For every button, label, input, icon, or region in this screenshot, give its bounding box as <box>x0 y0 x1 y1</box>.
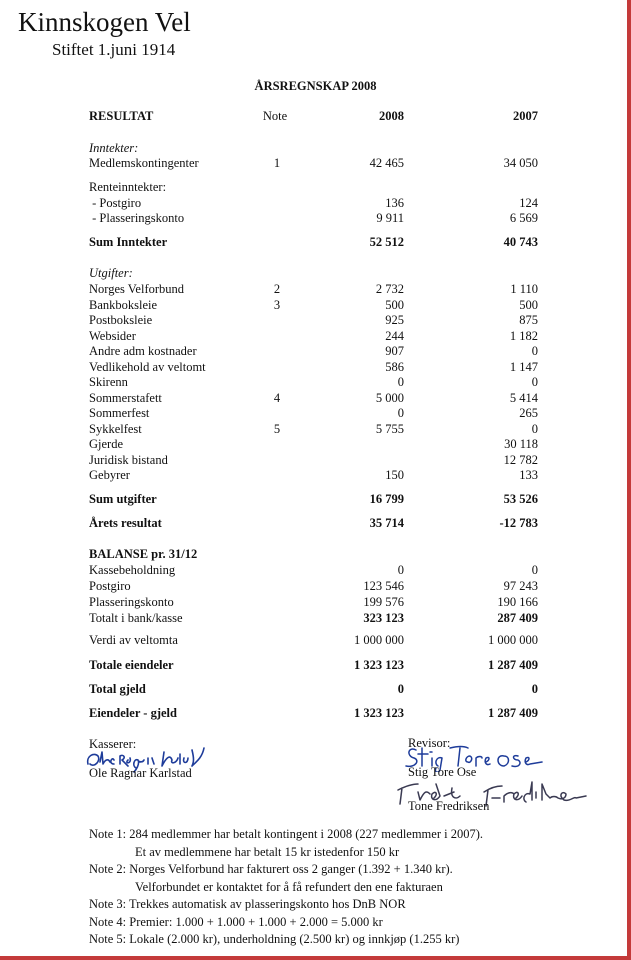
total-bank-row: Totalt i bank/kasse 323 123 287 409 <box>89 611 538 625</box>
note-4: Note 4: Premier: 1.000 + 1.000 + 1.000 + 2.000 = 5.000 kr <box>89 914 383 929</box>
annual-result-row: Årets resultat 35 714 -12 783 <box>89 516 538 530</box>
expense-row: Sommerfest 0 265 <box>89 406 538 420</box>
expense-row: Sommerstafett 4 5 000 5 414 <box>89 390 538 405</box>
balance-heading-row <box>0 546 631 562</box>
organization-name: Kinnskogen Vel <box>18 7 191 37</box>
expenses-sum-row: Sum utgifter 16 799 53 526 <box>89 492 538 506</box>
income-heading-row <box>0 140 631 156</box>
balance-row: Postgiro 123 546 97 243 <box>89 579 538 593</box>
note-2-continuation: Velforbundet er kontaktet for å få refundert den ene fakturaen <box>135 879 443 894</box>
expense-row: Juridisk bistand 12 782 <box>89 452 538 467</box>
year-2007-header: 2007 <box>513 109 538 123</box>
section-label: RESULTAT <box>89 109 154 123</box>
membership-row: Medlemskontingenter 1 42 465 34 050 <box>89 156 538 170</box>
note-1: Note 1: 284 medlemmer har betalt kontingent i 2008 (227 medlemmer i 2007). <box>89 827 484 841</box>
year-2008-header: 2008 <box>379 109 404 123</box>
auditor-role: Revisor: <box>408 736 451 750</box>
interest-heading-row: Renteinntekter: <box>89 180 167 194</box>
expense-row: Gebyrer 150 133 <box>89 468 538 482</box>
expense-row: Andre adm kostnader 907 0 <box>89 344 538 358</box>
expense-row: Postboksleie 925 875 <box>89 313 538 327</box>
auditor2-name: Tone Fredriksen <box>408 799 490 813</box>
note-3: Note 3: Trekkes automatisk av plasseringskonto hos DnB NOR <box>89 897 406 911</box>
interest-postgiro-row: - Postgiro 136 124 <box>89 196 538 210</box>
total-debt-row: Total gjeld 0 0 <box>89 682 538 696</box>
founded-date: Stiftet 1.juni 1914 <box>52 40 176 59</box>
treasurer-role: Kasserer: <box>89 737 137 751</box>
property-value-row: Verdi av veltomta 1 000 000 1 000 000 <box>89 633 538 647</box>
column-header-row <box>0 108 631 124</box>
income-sum-row: Sum Inntekter 52 512 40 743 <box>89 235 538 249</box>
expense-row: Gjerde 30 118 <box>89 437 538 451</box>
expenses-heading-row <box>0 265 631 281</box>
auditor1-name: Stig Tore Ose <box>408 765 477 779</box>
expense-row: Vedlikehold av veltomt 586 1 147 <box>89 359 538 374</box>
expense-row: Websider 244 1 182 <box>89 328 538 343</box>
treasurer-name: Ole Ragnar Karlstad <box>89 766 192 780</box>
balance-row: Kassebeholdning 0 0 <box>89 563 538 577</box>
expense-row: Norges Velforbund 2 2 732 1 110 <box>89 282 538 296</box>
note-2: Note 2: Norges Velforbund har fakturert oss 2 ganger (1.392 + 1.340 kr). <box>89 862 453 876</box>
note-1-continuation: Et av medlemmene har betalt 15 kr istedenfor 150 kr <box>135 844 400 859</box>
total-assets-row: Totale eiendeler 1 323 123 1 287 409 <box>89 658 538 672</box>
net-equity-row: Eiendeler - gjeld 1 323 123 1 287 409 <box>89 706 538 720</box>
note-5: Note 5: Lokale (2.000 kr), underholdning (2.500 kr) og innkjøp (1.255 kr) <box>89 932 460 946</box>
interest-placement-row: - Plasseringskonto 9 911 6 569 <box>89 211 538 225</box>
expenses-heading: Utgifter: <box>89 266 133 280</box>
note-column-header: Note <box>262 109 288 123</box>
expense-row: Sykkelfest 5 5 755 0 <box>89 421 538 436</box>
document-title: ÅRSREGNSKAP 2008 <box>254 79 377 93</box>
balance-row: Plasseringskonto 199 576 190 166 <box>89 595 538 609</box>
income-heading: Inntekter: <box>89 141 139 155</box>
expense-row: Skirenn 0 0 <box>89 375 538 389</box>
balance-heading: BALANSE pr. 31/12 <box>89 547 198 561</box>
footnotes <box>89 826 609 949</box>
expense-row: Bankboksleie 3 500 500 <box>89 297 538 312</box>
